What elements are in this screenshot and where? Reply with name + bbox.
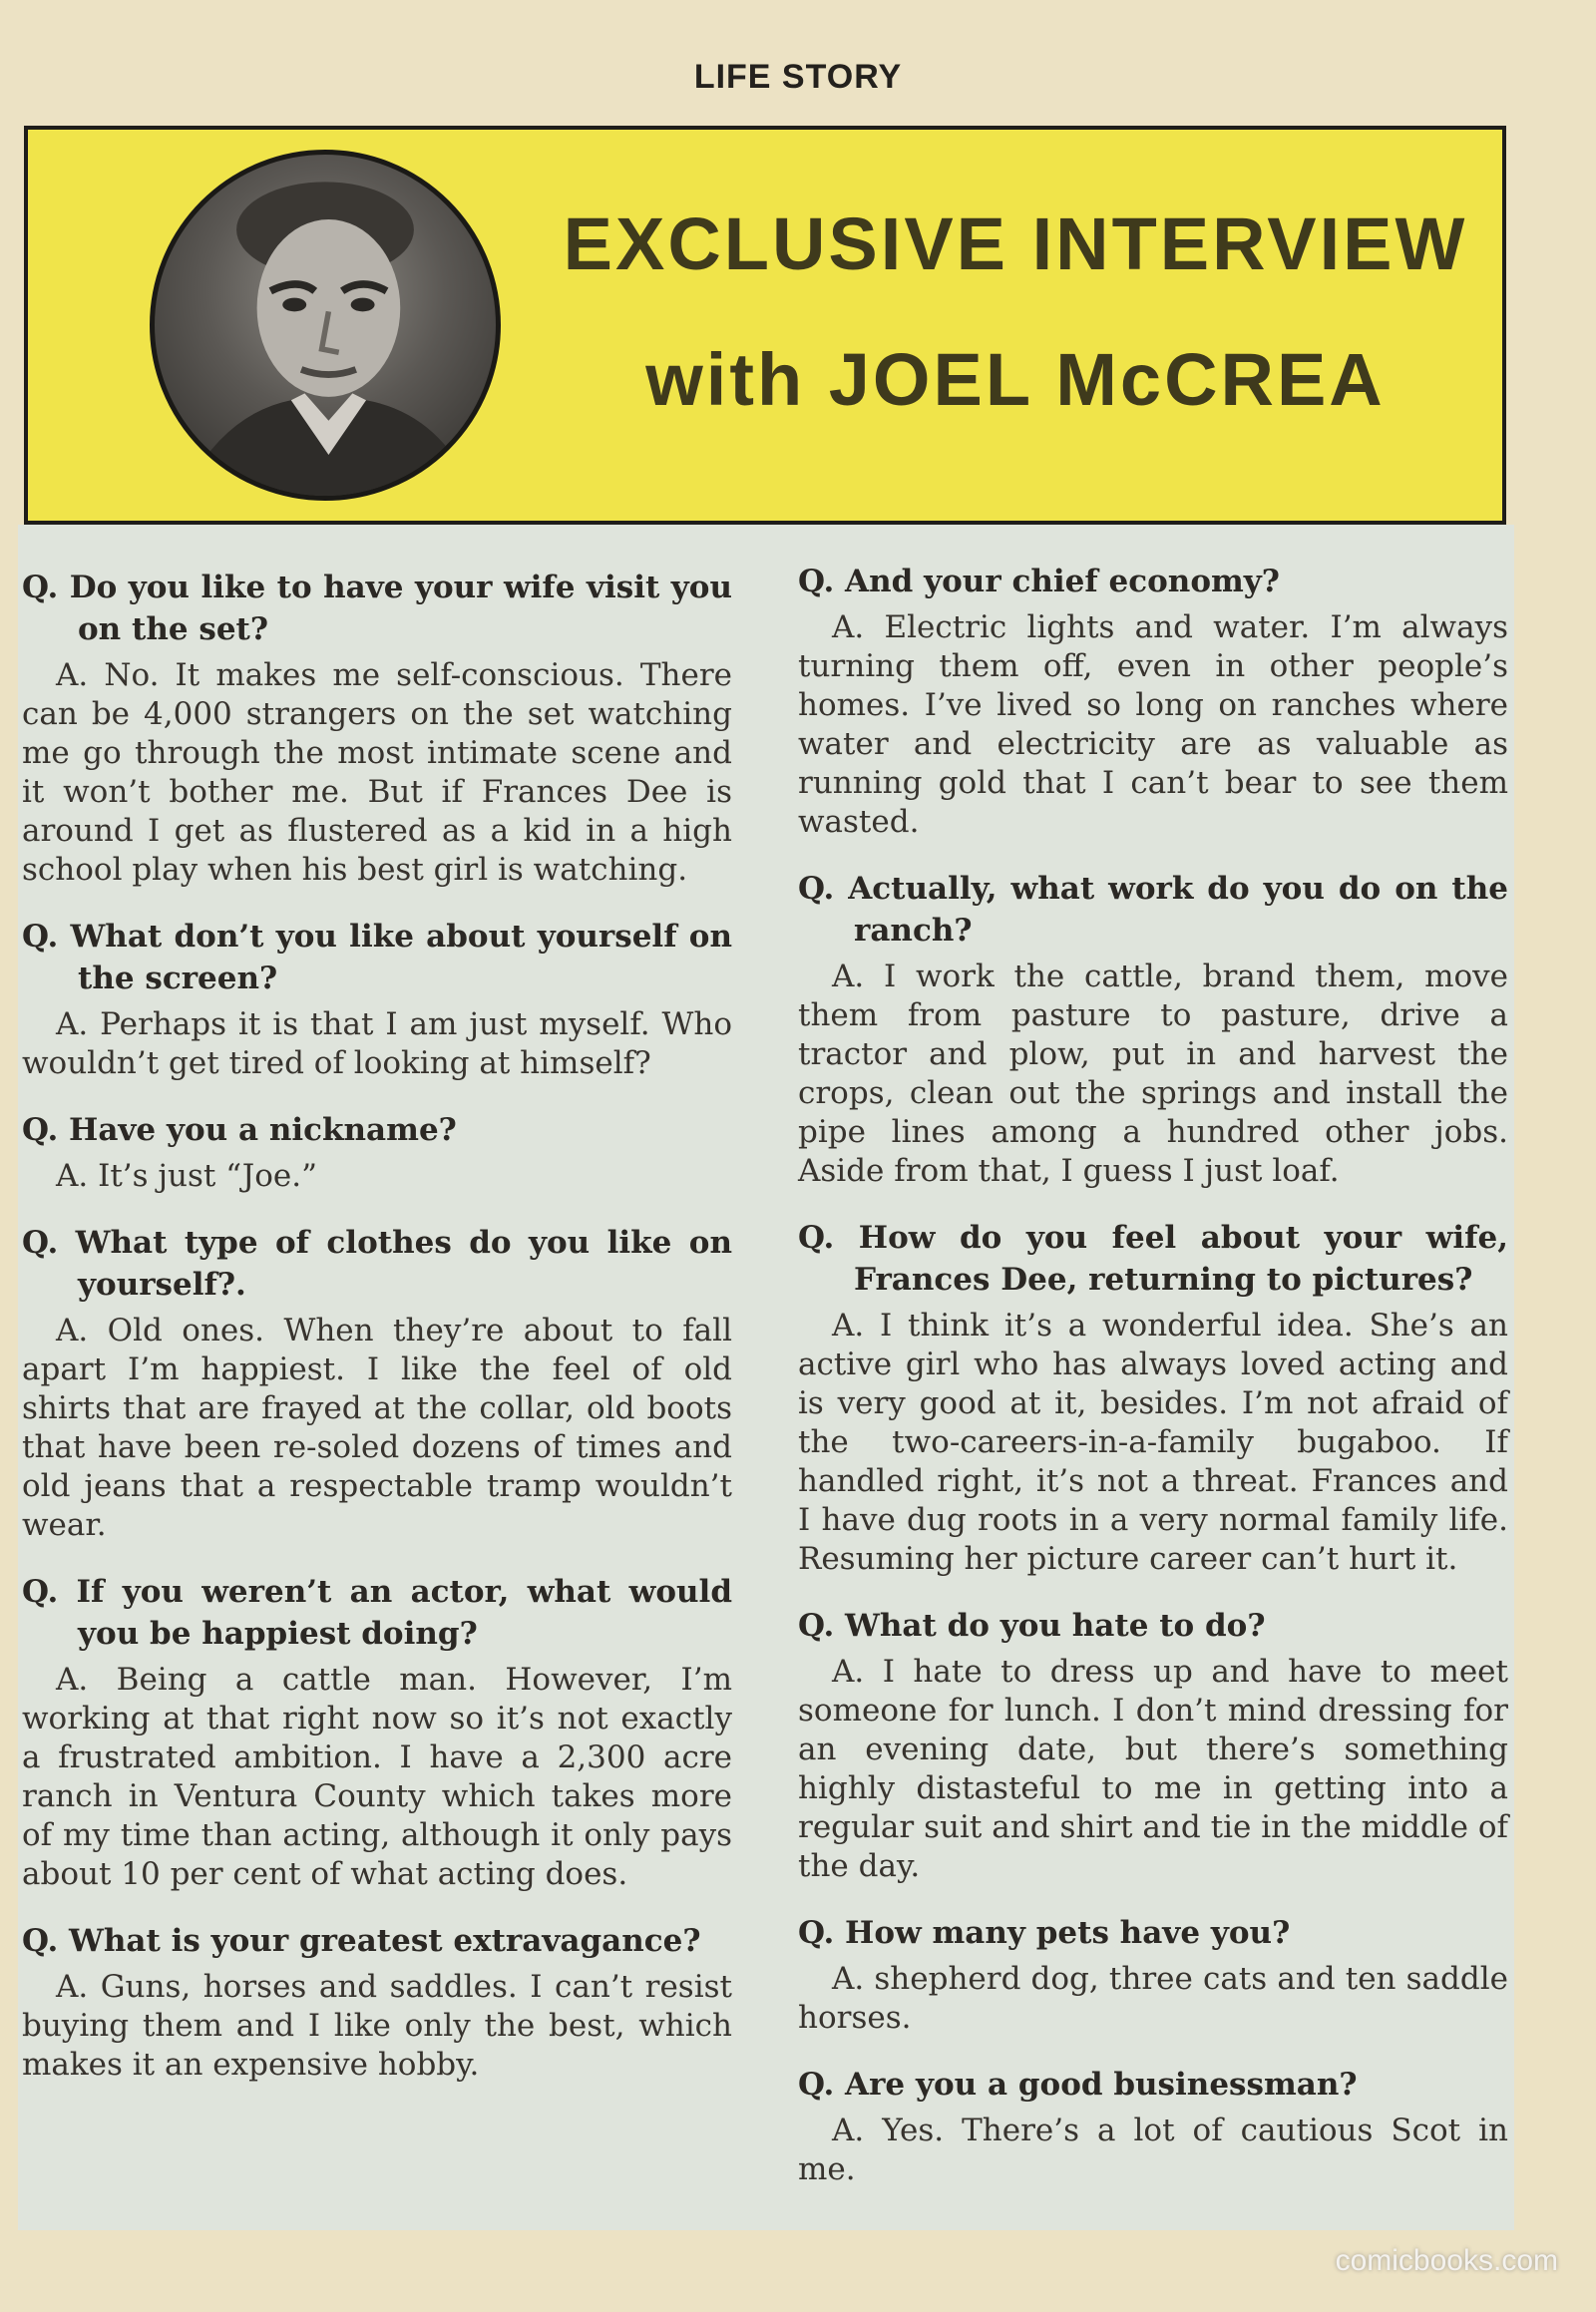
answer: A. It’s just “Joe.” — [56, 1158, 317, 1194]
running-head: LIFE STORY — [693, 58, 903, 96]
answer: A. Perhaps it is that I am just myself. Who wouldn’t get tired of looking at himself? — [22, 1006, 732, 1081]
answer: A. Old ones. When they’re about to fall apart I’m happiest. I like the feel of old shirts that are frayed at the collar, old boots that have been re-soled dozens of times and old jeans that a respectable tramp wouldn’t wear. — [22, 1313, 732, 1543]
watermark: comicbooks.com — [1335, 2244, 1558, 2277]
question: Q. What do you hate to do? — [798, 1608, 1266, 1644]
question: Q. What don’t you like about yourself on the screen? — [22, 919, 732, 996]
question: Q. What type of clothes do you like on yourself?. — [22, 1225, 732, 1303]
interview-body — [18, 525, 1514, 2230]
question: Q. Have you a nickname? — [22, 1112, 457, 1148]
answer: A. Yes. There’s a lot of cautious Scot in me. — [798, 2113, 1508, 2187]
qa-item — [798, 2064, 1508, 2189]
answer: A. Guns, horses and saddles. I can’t resist buying them and I like only the best, which makes it an expensive hobby. — [22, 1969, 732, 2083]
left-column — [22, 567, 732, 2111]
qa-item — [22, 567, 732, 890]
qa-item — [22, 1222, 732, 1545]
question: Q. How many pets have you? — [798, 1915, 1291, 1951]
answer: A. shepherd dog, three cats and ten saddle horses. — [798, 1961, 1508, 2036]
qa-item — [798, 868, 1508, 1191]
qa-item — [798, 1912, 1508, 2038]
answer: A. Being a cattle man. However, I’m working at that right now so it’s not exactly a frustrated ambition. I have a 2,300 acre ranch in Ventura County which takes more of my time than acting, although it only pays about 10 per cent of what acting does. — [22, 1662, 732, 1892]
header-banner — [24, 126, 1506, 525]
right-column — [798, 561, 1508, 2215]
headline-line-2: with JOEL McCREA — [645, 338, 1386, 421]
answer: A. I think it’s a wonderful idea. She’s an active girl who has always loved acting and is very good at it, besides. I’m not afraid of the two-careers-in-a-family bugaboo. If handled right, it’s not a threat. Frances and I have dug roots in a very normal family life. Resuming her picture career can’t hurt it. — [798, 1308, 1508, 1577]
question: Q. How do you feel about your wife, Frances Dee, returning to pictures? — [798, 1220, 1508, 1298]
answer: A. I hate to dress up and have to meet someone for lunch. I don’t mind dressing for an evening date, but there’s something highly distasteful to me in getting into a regular suit and shirt and tie in the middle of the day. — [798, 1654, 1508, 1884]
qa-item — [22, 1920, 732, 2085]
question: Q. Do you like to have your wife visit you on the set? — [22, 570, 732, 647]
question: Q. And your chief economy? — [798, 564, 1280, 599]
answer: A. Electric lights and water. I’m always turning them off, even in other people’s homes. I’ve lived so long on ranches where water and electricity are as valuable as running gold that I can’t bear to see them wasted. — [798, 609, 1508, 840]
portrait-photo-icon — [150, 150, 501, 501]
question: Q. Are you a good businessman? — [798, 2067, 1358, 2103]
question: Q. If you weren’t an actor, what would you be happiest doing? — [22, 1574, 732, 1652]
qa-item — [22, 1109, 732, 1196]
qa-item — [798, 1605, 1508, 1886]
question: Q. What is your greatest extravagance? — [22, 1923, 701, 1959]
headline — [547, 202, 1484, 421]
qa-item — [22, 1571, 732, 1894]
question: Q. Actually, what work do you do on the ranch? — [798, 871, 1508, 949]
qa-item — [798, 1217, 1508, 1579]
qa-item — [798, 561, 1508, 842]
headline-line-1: EXCLUSIVE INTERVIEW — [563, 202, 1468, 285]
answer: A. I work the cattle, brand them, move them from pasture to pasture, drive a tractor and plow, put in and harvest the crops, clean out the springs and install the pipe lines among a hundred other jobs. Aside from that, I guess I just loaf. — [798, 959, 1508, 1189]
answer: A. No. It makes me self-conscious. There can be 4,000 strangers on the set watching me go through the most intimate scene and it won’t bother me. But if Frances Dee is around I get as flustered as a kid in a high school play when his best girl is watching. — [22, 657, 732, 888]
qa-item — [22, 916, 732, 1083]
